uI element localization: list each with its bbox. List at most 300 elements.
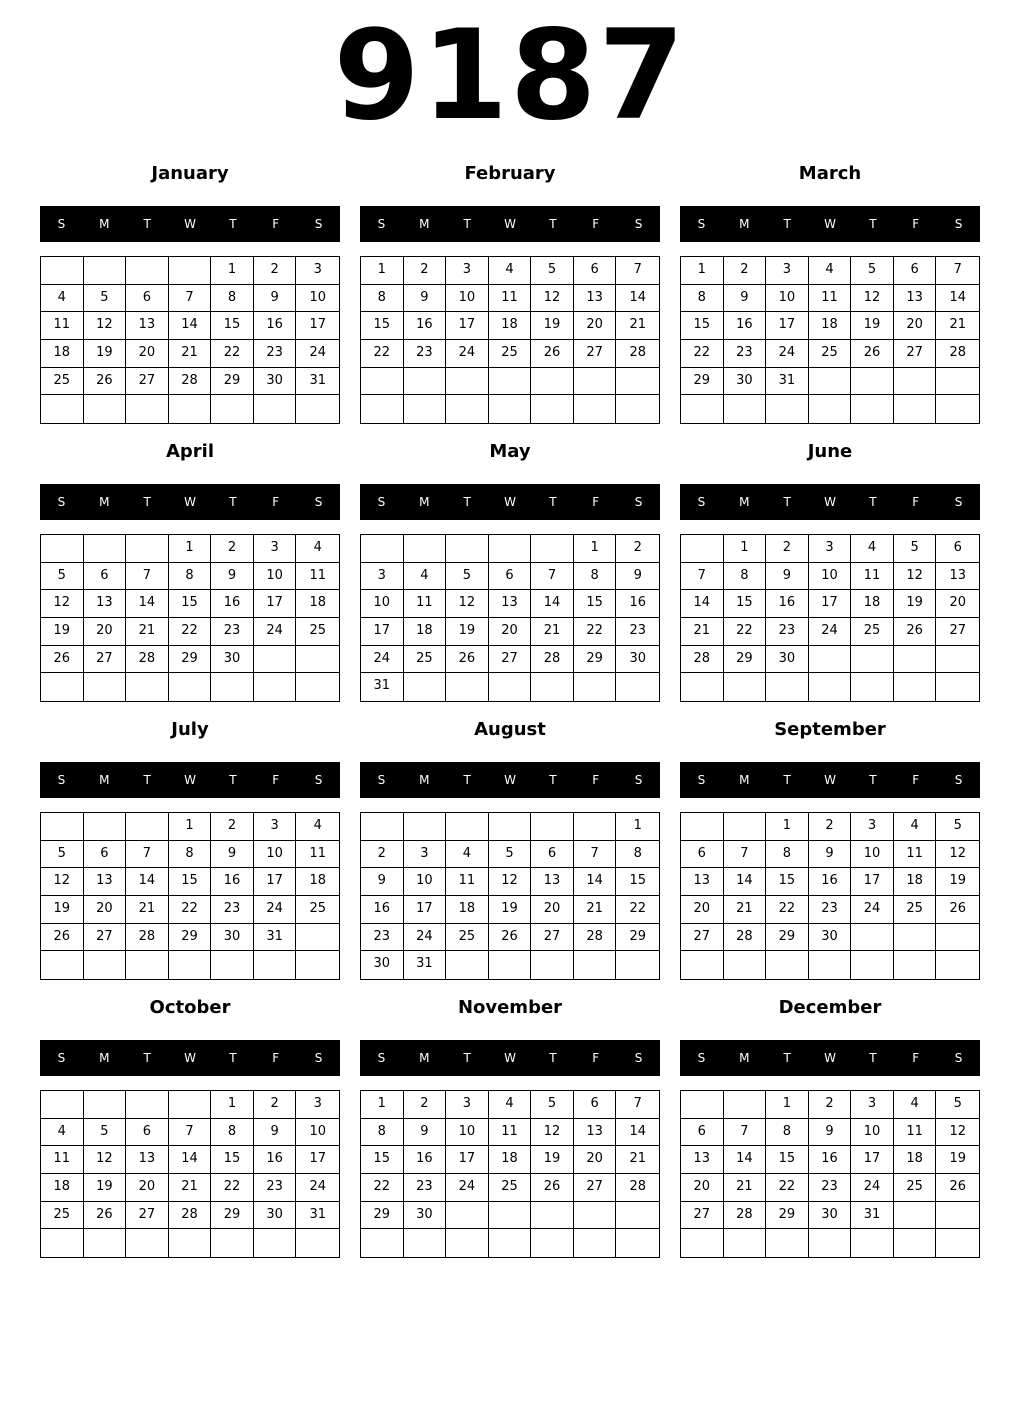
empty-cell (894, 1202, 937, 1230)
day-cell: 5 (894, 535, 937, 563)
empty-cell (724, 951, 767, 979)
weekday-label: S (377, 1051, 386, 1065)
empty-cell (404, 1229, 447, 1257)
day-cell: 21 (681, 618, 724, 646)
day-cell: 19 (531, 1146, 574, 1174)
day-cell: 30 (254, 1202, 297, 1230)
day-cell: 11 (404, 590, 447, 618)
empty-cell (894, 646, 937, 674)
day-cell: 10 (446, 285, 489, 313)
day-cell: 24 (809, 618, 852, 646)
empty-cell (724, 1229, 767, 1257)
day-cell: 24 (254, 896, 297, 924)
weekday-label: S (634, 495, 643, 509)
empty-cell (126, 257, 169, 285)
day-cell: 14 (724, 868, 767, 896)
empty-cell (41, 257, 84, 285)
weekday-label: T (143, 773, 151, 787)
day-cell: 26 (446, 646, 489, 674)
day-cell: 18 (41, 1174, 84, 1202)
weekday-label: M (99, 773, 110, 787)
day-cell: 19 (894, 590, 937, 618)
empty-cell (894, 368, 937, 396)
day-cell: 1 (766, 813, 809, 841)
month-name: August (474, 719, 546, 740)
day-cell: 19 (531, 312, 574, 340)
day-cell: 9 (404, 1119, 447, 1147)
day-cell: 7 (616, 257, 659, 285)
month-name: July (171, 719, 209, 740)
day-cell: 25 (894, 896, 937, 924)
day-cell: 4 (894, 813, 937, 841)
weekday-label: W (184, 217, 196, 231)
day-cell: 17 (809, 590, 852, 618)
day-cell: 25 (296, 618, 339, 646)
empty-cell (766, 673, 809, 701)
empty-cell (126, 535, 169, 563)
day-cell: 2 (724, 257, 767, 285)
year-title: 9187 (333, 4, 687, 148)
empty-cell (681, 813, 724, 841)
day-cell: 15 (724, 590, 767, 618)
empty-cell (84, 1229, 127, 1257)
day-cell: 18 (894, 1146, 937, 1174)
day-cell: 18 (41, 340, 84, 368)
day-cell: 7 (169, 285, 212, 313)
weekday-label: T (783, 495, 791, 509)
weekday-label: S (697, 217, 706, 231)
weekday-label: T (463, 217, 471, 231)
day-cell: 31 (254, 924, 297, 952)
day-cell: 12 (936, 1119, 979, 1147)
weekday-label: W (504, 495, 516, 509)
day-cell: 30 (616, 646, 659, 674)
day-cell: 31 (766, 368, 809, 396)
weekday-label: F (912, 1051, 920, 1065)
empty-cell (446, 1202, 489, 1230)
day-cell: 8 (211, 1119, 254, 1147)
weekday-label: T (869, 217, 877, 231)
weekday-label: F (592, 1051, 600, 1065)
weekday-label: F (272, 1051, 280, 1065)
empty-cell (724, 673, 767, 701)
day-cell: 22 (211, 340, 254, 368)
month-name: January (151, 163, 229, 184)
day-cell: 12 (894, 563, 937, 591)
day-cell: 1 (681, 257, 724, 285)
day-cell: 3 (254, 813, 297, 841)
weekday-label: T (783, 217, 791, 231)
day-cell: 17 (851, 868, 894, 896)
day-cell: 19 (84, 340, 127, 368)
day-cell: 8 (616, 841, 659, 869)
day-cell: 26 (531, 340, 574, 368)
day-cell: 13 (894, 285, 937, 313)
day-cell: 19 (84, 1174, 127, 1202)
day-cell: 10 (296, 285, 339, 313)
day-cell: 23 (404, 340, 447, 368)
weekday-header (360, 1040, 660, 1076)
weekday-label: T (463, 773, 471, 787)
empty-cell (84, 1091, 127, 1119)
weekday-label: S (57, 1051, 66, 1065)
day-cell: 8 (361, 1119, 404, 1147)
weekday-label: W (504, 773, 516, 787)
empty-cell (851, 368, 894, 396)
day-cell: 9 (361, 868, 404, 896)
day-cell: 12 (936, 841, 979, 869)
weekday-label: W (824, 217, 836, 231)
day-cell: 20 (126, 340, 169, 368)
day-cell: 2 (404, 1091, 447, 1119)
day-cell: 30 (404, 1202, 447, 1230)
day-cell: 20 (84, 618, 127, 646)
day-cell: 23 (211, 618, 254, 646)
day-cell: 12 (41, 590, 84, 618)
empty-cell (574, 813, 617, 841)
day-cell: 2 (211, 535, 254, 563)
weekday-header (40, 1040, 340, 1076)
day-cell: 4 (41, 285, 84, 313)
day-cell: 23 (616, 618, 659, 646)
day-cell: 3 (851, 1091, 894, 1119)
day-cell: 12 (531, 1119, 574, 1147)
day-cell: 6 (489, 563, 532, 591)
empty-cell (936, 1229, 979, 1257)
day-cell: 22 (724, 618, 767, 646)
day-cell: 2 (404, 257, 447, 285)
empty-cell (296, 673, 339, 701)
day-cell: 3 (254, 535, 297, 563)
day-cell: 21 (126, 896, 169, 924)
day-cell: 21 (936, 312, 979, 340)
day-cell: 4 (489, 1091, 532, 1119)
day-cell: 12 (41, 868, 84, 896)
day-cell: 16 (766, 590, 809, 618)
empty-cell (531, 951, 574, 979)
empty-cell (489, 673, 532, 701)
empty-cell (531, 535, 574, 563)
empty-cell (404, 395, 447, 423)
empty-cell (724, 813, 767, 841)
weekday-label: W (824, 1051, 836, 1065)
day-cell: 16 (211, 868, 254, 896)
empty-cell (936, 951, 979, 979)
day-cell: 21 (616, 312, 659, 340)
weekday-label: T (143, 217, 151, 231)
weekday-header (680, 484, 980, 520)
day-cell: 12 (489, 868, 532, 896)
day-cell: 27 (574, 340, 617, 368)
day-cell: 23 (254, 340, 297, 368)
day-cell: 3 (404, 841, 447, 869)
day-cell: 30 (361, 951, 404, 979)
day-cell: 30 (766, 646, 809, 674)
empty-cell (681, 535, 724, 563)
day-cell: 27 (574, 1174, 617, 1202)
day-cell: 28 (616, 1174, 659, 1202)
empty-cell (404, 673, 447, 701)
empty-cell (254, 646, 297, 674)
day-cell: 17 (766, 312, 809, 340)
day-cell: 14 (126, 590, 169, 618)
day-cell: 10 (254, 563, 297, 591)
day-cell: 26 (531, 1174, 574, 1202)
day-cell: 29 (766, 924, 809, 952)
day-cell: 1 (724, 535, 767, 563)
day-cell: 9 (766, 563, 809, 591)
day-cell: 2 (616, 535, 659, 563)
day-cell: 18 (809, 312, 852, 340)
day-cell: 12 (84, 312, 127, 340)
weekday-label: S (57, 217, 66, 231)
day-cell: 1 (211, 1091, 254, 1119)
day-cell: 10 (766, 285, 809, 313)
weekday-label: T (549, 773, 557, 787)
day-cell: 1 (766, 1091, 809, 1119)
day-cell: 15 (169, 590, 212, 618)
day-cell: 9 (724, 285, 767, 313)
day-cell: 25 (41, 368, 84, 396)
day-cell: 5 (851, 257, 894, 285)
empty-cell (446, 951, 489, 979)
day-cell: 19 (41, 896, 84, 924)
day-cell: 27 (531, 924, 574, 952)
day-cell: 3 (851, 813, 894, 841)
empty-cell (724, 395, 767, 423)
empty-cell (936, 1202, 979, 1230)
weekday-label: W (824, 773, 836, 787)
empty-cell (169, 673, 212, 701)
weekday-label: W (184, 495, 196, 509)
weekday-label: S (377, 495, 386, 509)
month-name: October (149, 997, 231, 1018)
weekday-label: M (99, 495, 110, 509)
month-name: December (778, 997, 882, 1018)
day-cell: 16 (361, 896, 404, 924)
day-cell: 16 (809, 1146, 852, 1174)
empty-cell (84, 673, 127, 701)
day-cell: 20 (574, 312, 617, 340)
empty-cell (531, 1202, 574, 1230)
day-cell: 23 (404, 1174, 447, 1202)
day-cell: 21 (126, 618, 169, 646)
weekday-label: F (592, 217, 600, 231)
weekday-label: T (549, 217, 557, 231)
empty-cell (361, 1229, 404, 1257)
day-cell: 25 (851, 618, 894, 646)
day-cell: 5 (489, 841, 532, 869)
day-cell: 1 (211, 257, 254, 285)
empty-cell (574, 395, 617, 423)
month-name: April (165, 441, 215, 462)
empty-cell (809, 395, 852, 423)
day-cell: 13 (84, 590, 127, 618)
weekday-header (40, 484, 340, 520)
day-cell: 12 (84, 1146, 127, 1174)
weekday-header (360, 762, 660, 798)
day-cell: 12 (851, 285, 894, 313)
day-cell: 10 (809, 563, 852, 591)
day-cell: 14 (724, 1146, 767, 1174)
day-cell: 17 (296, 1146, 339, 1174)
weekday-label: S (954, 495, 963, 509)
day-cell: 2 (809, 813, 852, 841)
weekday-label: S (697, 495, 706, 509)
day-cell: 14 (681, 590, 724, 618)
day-cell: 20 (126, 1174, 169, 1202)
day-cell: 18 (404, 618, 447, 646)
weekday-label: S (954, 773, 963, 787)
day-cell: 26 (84, 1202, 127, 1230)
day-cell: 1 (169, 535, 212, 563)
empty-cell (41, 395, 84, 423)
weekday-label: T (549, 1051, 557, 1065)
day-cell: 20 (936, 590, 979, 618)
day-cell: 22 (616, 896, 659, 924)
day-cell: 4 (851, 535, 894, 563)
day-cell: 27 (84, 924, 127, 952)
day-cell: 30 (809, 924, 852, 952)
day-cell: 16 (404, 312, 447, 340)
weekday-header (680, 206, 980, 242)
day-cell: 13 (681, 1146, 724, 1174)
day-cell: 20 (894, 312, 937, 340)
day-cell: 2 (254, 257, 297, 285)
empty-cell (851, 395, 894, 423)
empty-cell (616, 1229, 659, 1257)
day-cell: 8 (766, 1119, 809, 1147)
day-cell: 3 (446, 257, 489, 285)
day-cell: 8 (724, 563, 767, 591)
day-cell: 7 (126, 563, 169, 591)
day-cell: 9 (616, 563, 659, 591)
weekday-label: S (57, 495, 66, 509)
day-cell: 23 (809, 896, 852, 924)
day-cell: 25 (894, 1174, 937, 1202)
weekday-label: S (634, 773, 643, 787)
day-cell: 18 (296, 868, 339, 896)
day-cell: 8 (169, 841, 212, 869)
day-cell: 14 (169, 312, 212, 340)
weekday-label: T (229, 1051, 237, 1065)
day-cell: 22 (361, 340, 404, 368)
day-cell: 23 (254, 1174, 297, 1202)
day-cell: 25 (404, 646, 447, 674)
day-cell: 27 (681, 1202, 724, 1230)
day-cell: 25 (489, 1174, 532, 1202)
empty-cell (126, 813, 169, 841)
empty-cell (766, 951, 809, 979)
day-cell: 13 (574, 285, 617, 313)
day-cell: 12 (446, 590, 489, 618)
empty-cell (84, 535, 127, 563)
day-grid (40, 534, 340, 702)
empty-cell (446, 395, 489, 423)
day-cell: 17 (254, 868, 297, 896)
day-cell: 1 (361, 257, 404, 285)
empty-cell (766, 1229, 809, 1257)
day-cell: 19 (489, 896, 532, 924)
empty-cell (126, 951, 169, 979)
day-cell: 11 (296, 841, 339, 869)
day-cell: 20 (489, 618, 532, 646)
day-cell: 6 (681, 1119, 724, 1147)
empty-cell (936, 646, 979, 674)
day-cell: 20 (84, 896, 127, 924)
day-cell: 16 (211, 590, 254, 618)
day-cell: 15 (361, 1146, 404, 1174)
day-cell: 6 (126, 1119, 169, 1147)
empty-cell (404, 368, 447, 396)
weekday-label: T (783, 773, 791, 787)
empty-cell (894, 924, 937, 952)
empty-cell (446, 368, 489, 396)
empty-cell (616, 673, 659, 701)
day-cell: 3 (766, 257, 809, 285)
empty-cell (489, 535, 532, 563)
empty-cell (489, 813, 532, 841)
empty-cell (126, 673, 169, 701)
day-cell: 22 (361, 1174, 404, 1202)
day-cell: 1 (361, 1091, 404, 1119)
day-grid (40, 1090, 340, 1258)
day-cell: 24 (766, 340, 809, 368)
day-cell: 26 (936, 1174, 979, 1202)
day-cell: 27 (126, 1202, 169, 1230)
day-cell: 21 (574, 896, 617, 924)
day-cell: 9 (211, 563, 254, 591)
day-cell: 5 (531, 1091, 574, 1119)
day-cell: 22 (681, 340, 724, 368)
weekday-label: F (272, 773, 280, 787)
empty-cell (531, 1229, 574, 1257)
weekday-label: T (143, 495, 151, 509)
day-grid (680, 534, 980, 702)
day-cell: 19 (936, 1146, 979, 1174)
day-cell: 18 (851, 590, 894, 618)
weekday-label: S (377, 773, 386, 787)
day-cell: 4 (894, 1091, 937, 1119)
day-cell: 9 (809, 1119, 852, 1147)
empty-cell (446, 535, 489, 563)
empty-cell (446, 1229, 489, 1257)
day-cell: 13 (681, 868, 724, 896)
day-cell: 1 (574, 535, 617, 563)
day-cell: 29 (169, 924, 212, 952)
day-cell: 17 (361, 618, 404, 646)
month-name: March (798, 163, 862, 184)
weekday-label: W (184, 1051, 196, 1065)
empty-cell (894, 673, 937, 701)
empty-cell (361, 535, 404, 563)
weekday-label: S (634, 217, 643, 231)
day-cell: 2 (809, 1091, 852, 1119)
day-cell: 25 (446, 924, 489, 952)
empty-cell (574, 673, 617, 701)
empty-cell (296, 951, 339, 979)
day-cell: 14 (169, 1146, 212, 1174)
weekday-header (360, 206, 660, 242)
day-cell: 1 (169, 813, 212, 841)
empty-cell (936, 368, 979, 396)
empty-cell (489, 368, 532, 396)
day-cell: 25 (809, 340, 852, 368)
day-cell: 21 (724, 896, 767, 924)
empty-cell (809, 646, 852, 674)
empty-cell (41, 1229, 84, 1257)
day-cell: 23 (724, 340, 767, 368)
